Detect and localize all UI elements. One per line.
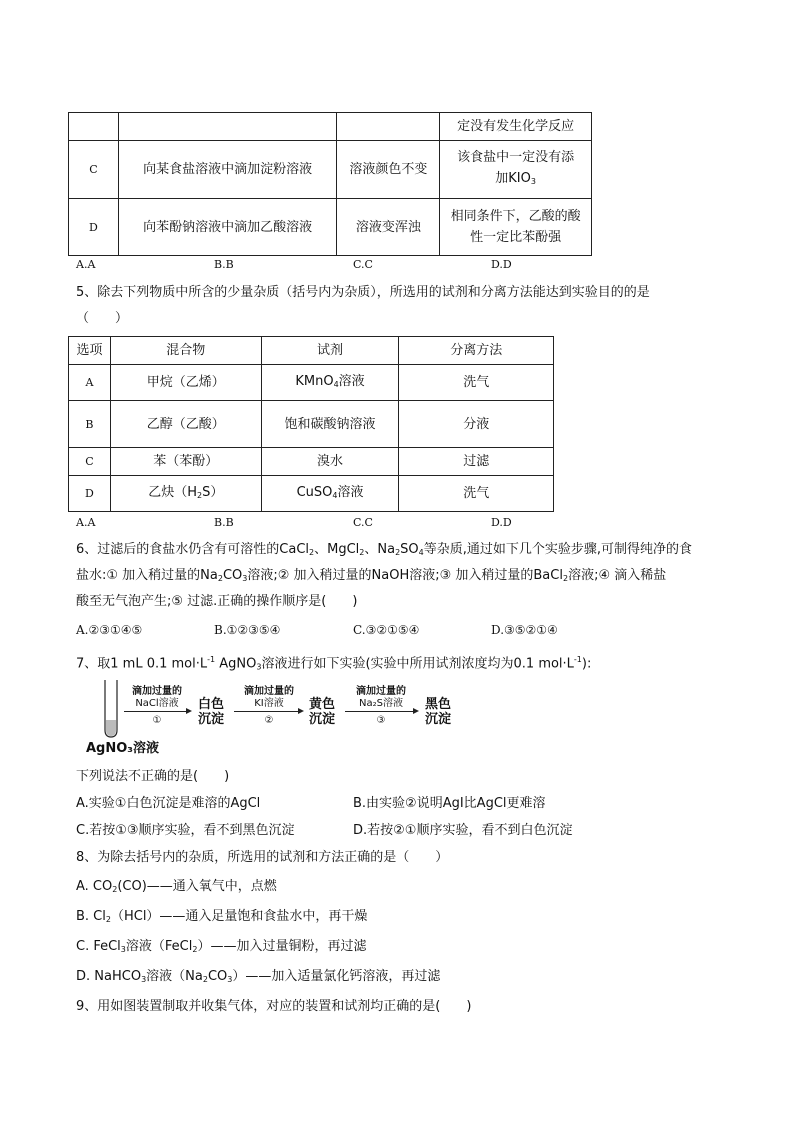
- q8-choice-b[interactable]: B. $Cl_2(HCl)——$通入足量饱和食盐水中，再干燥: [76, 909, 368, 924]
- table-q4: [68, 112, 592, 256]
- table-cell: B: [69, 401, 111, 448]
- step3-reagent: Na₂S溶液: [359, 698, 403, 709]
- table-cell: 向苯酚钠溶液中滴加乙酸溶液: [118, 199, 337, 256]
- q8-choice-a[interactable]: A. $CO_2(CO)——$通入氧气中，点燃: [76, 879, 277, 894]
- q6-line3: 酸至无气泡产生;⑤ 过滤.正确的操作顺序是( ): [76, 594, 358, 609]
- table-header-row: [69, 337, 554, 365]
- choice-c[interactable]: C.③②①⑤④: [353, 623, 420, 637]
- table-row: [69, 113, 592, 141]
- table-cell: 该食盐中一定没有添 加$KIO_3$: [440, 141, 592, 199]
- table-header: 混合物: [110, 337, 261, 365]
- arrow-2: [234, 711, 302, 712]
- choice-c[interactable]: C.C: [353, 516, 373, 529]
- choice-a[interactable]: A.A: [76, 258, 96, 271]
- step2-number: ②: [264, 715, 274, 726]
- table-cell: 溴水: [261, 448, 399, 476]
- q8-stem: 8、为除去括号内的杂质，所选用的试剂和方法正确的是（ ）: [76, 850, 449, 865]
- table-row: [69, 141, 592, 199]
- choice-d[interactable]: D.D: [491, 258, 512, 271]
- choice-b[interactable]: B.B: [214, 516, 234, 529]
- table-row: [69, 448, 554, 476]
- q5-stem: 5、除去下列物质中所含的少量杂质（括号内为杂质），所选用的试剂和分离方法能达到实验目的的是: [76, 285, 650, 300]
- table-cell: C: [69, 448, 111, 476]
- table-cell: 向某食盐溶液中滴加淀粉溶液: [118, 141, 337, 199]
- step2-label: 滴加过量的: [244, 686, 294, 697]
- arrow-3: [345, 711, 417, 712]
- arrow-1: [124, 711, 190, 712]
- table-cell: 乙炔$(H_2S)$: [110, 476, 261, 512]
- table-cell: C: [69, 141, 119, 199]
- table-cell: 过滤: [399, 448, 554, 476]
- q8-choice-d[interactable]: D. NaHCO$_3$溶液$(Na_2CO_3)——$加入适量氯化钙溶液，再过滤: [76, 969, 441, 984]
- step1-number: ①: [152, 715, 162, 726]
- table-cell: 相同条件下，乙酸的酸 性一定比苯酚强: [440, 199, 592, 256]
- step1-reagent: NaCl溶液: [135, 698, 179, 709]
- choice-a[interactable]: A.②③①④⑤: [76, 623, 143, 637]
- q8-choice-c[interactable]: C. FeCl$_3$溶液（FeCl$_2$）——加入过量铜粉，再过滤: [76, 939, 367, 954]
- result2: 黄色 沉淀: [308, 697, 335, 727]
- table-cell: 饱和碳酸钠溶液: [261, 401, 399, 448]
- q7-choice-d[interactable]: D.若按②①顺序实验，看不到白色沉淀: [353, 823, 573, 838]
- table-header: 试剂: [261, 337, 399, 365]
- table-cell: CuSO$_4$溶液: [261, 476, 399, 512]
- test-tube-icon: [104, 680, 118, 738]
- choice-c[interactable]: C.C: [353, 258, 373, 271]
- choice-b[interactable]: B.①②③⑤④: [214, 623, 281, 637]
- table-cell: 乙醇（乙酸）: [110, 401, 261, 448]
- result1: 白色 沉淀: [197, 697, 224, 727]
- table-cell: 洗气: [399, 476, 554, 512]
- q7-stem: 7、取1 mL 0.1 $mol\cdot L^{-1}$ AgNO$_3$溶液进行如下实验(实验中所用试剂浓度均为0.1 $mol\cdot L^{-1}$):: [76, 655, 592, 672]
- step2-reagent: KI溶液: [254, 698, 284, 709]
- table-cell: [69, 113, 119, 141]
- table-cell: [337, 113, 440, 141]
- table-cell: 苯（苯酚）: [110, 448, 261, 476]
- q6-line2: 盐水:① 加入稍过量的$Na_2CO_3$溶液;② 加入稍过量的NaOH溶液;③ 加入稍过量的BaCl$_2$溶液;④ 滴入稀盐: [76, 568, 667, 583]
- q6-line1: 6、过滤后的食盐水仍含有可溶性的CaCl$_2$、MgCl$_2$、$Na_2SO_4$等杂质,通过如下几个实验步骤,可制得纯净的食: [76, 542, 693, 557]
- q9-stem: 9、用如图装置制取并收集气体，对应的装置和试剂均正确的是( ): [76, 999, 472, 1014]
- choice-b[interactable]: B.B: [214, 258, 234, 271]
- table-row: [69, 365, 554, 401]
- table-row: [69, 401, 554, 448]
- result3: 黑色 沉淀: [424, 697, 451, 727]
- table-q5: [68, 336, 554, 512]
- choice-d[interactable]: D.③⑤②①④: [491, 623, 558, 637]
- choice-d[interactable]: D.D: [491, 516, 512, 529]
- table-cell: 定没有发生化学反应: [440, 113, 592, 141]
- tube-label: AgNO₃溶液: [86, 741, 159, 756]
- table-cell: [118, 113, 337, 141]
- table-cell: KMnO$_4$溶液: [261, 365, 399, 401]
- table-row: [69, 476, 554, 512]
- step1-label: 滴加过量的: [132, 686, 182, 697]
- table-cell: 洗气: [399, 365, 554, 401]
- step3-label: 滴加过量的: [356, 686, 406, 697]
- table-row: [69, 199, 592, 256]
- q7-choice-b[interactable]: B.由实验②说明AgI比AgCl更难溶: [353, 796, 546, 811]
- table-cell: D: [69, 199, 119, 256]
- q7-prompt: 下列说法不正确的是( ): [76, 769, 230, 784]
- table-header: 选项: [69, 337, 111, 365]
- table-cell: 溶液颜色不变: [337, 141, 440, 199]
- q7-choice-a[interactable]: A.实验①白色沉淀是难溶的AgCl: [76, 796, 261, 811]
- table-cell: D: [69, 476, 111, 512]
- table-cell: 甲烷（乙烯）: [110, 365, 261, 401]
- q7-choice-c[interactable]: C.若按①③顺序实验，看不到黑色沉淀: [76, 823, 295, 838]
- choice-a[interactable]: A.A: [76, 516, 96, 529]
- table-cell: 分液: [399, 401, 554, 448]
- table-header: 分离方法: [399, 337, 554, 365]
- step3-number: ③: [376, 715, 386, 726]
- table-cell: 溶液变浑浊: [337, 199, 440, 256]
- table-cell: A: [69, 365, 111, 401]
- q5-paren: （ ）: [76, 311, 129, 326]
